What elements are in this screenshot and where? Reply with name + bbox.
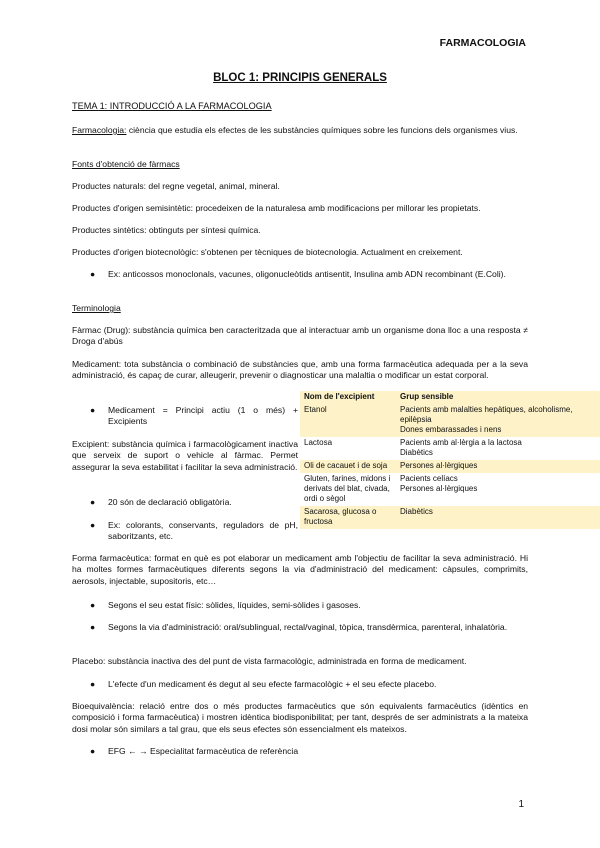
table-cell: Pacients amb al·lèrgia a la lactosa Diabètics	[400, 438, 522, 457]
list-item	[90, 600, 528, 612]
paragraph-medicament: Medicament: tota substància o combinació de substàncies que, amb una forma farmacèutica adequada per a la seva administració, és capaç de curar, alleugerir, prevenir o diagnosticar una malaltia o modificar un estat corporal.	[72, 359, 528, 381]
list-item	[90, 746, 528, 758]
paragraph-semisintetic: Productes d'origen semisintètic: procedeixen de la naturalesa amb modificacions per millorar les propietats.	[72, 203, 481, 213]
bullet-text: Ex: anticossos monoclonals, vacunes, oligonucleòtids antisentit, Insulina amb ADN recombinant (E.Coli).	[108, 269, 506, 279]
bullet-text: L'efecte d'un medicament és degut al seu efecte farmacològic + el seu efecte placebo.	[108, 679, 437, 689]
list-item	[90, 679, 528, 691]
bullet-text: Medicament = Principi actiu (1 o més) + Excipients	[108, 405, 298, 427]
table-cell: Sacarosa, glucosa o fructosa	[304, 507, 377, 526]
list-item	[90, 520, 298, 544]
bullet-icon: ●	[90, 622, 96, 632]
column-header: Grup sensible	[400, 392, 454, 401]
paragraph-farmacologia	[72, 125, 528, 136]
section-heading-tema: TEMA 1: INTRODUCCIÓ A LA FARMACOLOGIA	[72, 101, 272, 111]
table-row	[300, 437, 600, 460]
list-item	[90, 269, 528, 293]
table-header-row	[300, 391, 600, 404]
page-title: BLOC 1: PRINCIPIS GENERALS	[213, 72, 387, 84]
definition-farmacologia: ciència que estudia els efectes de les substàncies químiques sobre les funcions dels organismes vius.	[126, 125, 518, 135]
table-row	[300, 460, 600, 473]
bullet-icon: ●	[90, 497, 96, 507]
column-header: Nom de l'excipient	[304, 392, 375, 401]
bullet-text: Ex: colorants, conservants, reguladors de pH, saboritzants, etc.	[108, 520, 298, 542]
page-number: 1	[518, 799, 524, 810]
bullet-text: 20 són de declaració obligatòria.	[108, 497, 232, 507]
bullet-icon: ●	[90, 600, 96, 610]
paragraph-excipient: Excipient: substància química i farmacològicament inactiva que serveix de suport o vehicle al fàrmac. Permet assegurar la seva estabilitat i facilitar la seva administració.	[72, 439, 298, 472]
table-cell: Oli de cacauet i de soja	[304, 461, 388, 470]
table-cell: Pacients celíacs Persones al·lèrgiques	[400, 474, 478, 493]
list-item	[90, 405, 298, 429]
table-row	[300, 473, 600, 506]
excipients-table	[300, 391, 600, 529]
paragraph-placebo: Placebo: substància inactiva des del punt de vista farmacològic, administrada en forma de medicament.	[72, 656, 467, 666]
table-cell: Pacients amb malalties hepàtiques, alcoholisme, epilèpsia Dones embarassades i nens	[400, 405, 573, 434]
table-cell: Persones al·lèrgiques	[400, 461, 478, 470]
paragraph-sintetics: Productes sintètics: obtinguts per síntesi química.	[72, 225, 261, 235]
term-farmacologia: Farmacologia:	[72, 125, 127, 135]
running-header: FARMACOLOGIA	[439, 37, 526, 49]
list-item	[90, 622, 528, 646]
heading-fonts: Fonts d'obtenció de fàrmacs	[72, 159, 180, 169]
table-cell: Diabètics	[400, 507, 433, 516]
table-row	[300, 506, 600, 529]
paragraph-bioequivalencia: Bioequivalència: relació entre dos o més productes farmacèutics que són equivalents farmacèutics (idèntics en composició i forma farmacèutica) i mostren idèntica biodisponibilitat; per tant, després de ser administrats a la mateixa dosi molar són similars a tal grau, que els seus efectes són essencialment els mateixos.	[72, 701, 528, 734]
bullet-text: EFG ← → Especialitat farmacèutica de referència	[108, 746, 299, 756]
table-cell: Etanol	[304, 405, 327, 414]
paragraph-forma: Forma farmacèutica: format en què es pot elaborar un medicament amb l'objectiu de facilitar la seva administració. Hi ha moltes formes farmacèutiques diferents segons la via d'administració del medicament: càpsules, comprimits, aerosols, injectable, supositoris, etc…	[72, 553, 528, 586]
paragraph-farmac: Fàrmac (Drug): substància química ben caracteritzada que al interactuar amb un organisme dona lloc a una resposta ≠ Droga d'abús	[72, 325, 528, 347]
table-row	[300, 404, 600, 437]
bullet-icon: ●	[90, 746, 96, 756]
bullet-icon: ●	[90, 269, 96, 279]
bullet-icon: ●	[90, 679, 96, 689]
heading-terminologia: Terminologia	[72, 303, 121, 313]
paragraph-biotecnologic: Productes d'origen biotecnològic: s'obtenen per tècniques de biotecnologia. Actualment en creixement.	[72, 247, 463, 257]
table-cell: Gluten, farines, midons i derivats del blat, civada, ordi o sègol	[304, 474, 391, 503]
bullet-icon: ●	[90, 405, 96, 415]
bullet-text: Segons el seu estat físic: sòlides, líquides, semi-sòlides i gasoses.	[108, 600, 361, 610]
bullet-icon: ●	[90, 520, 96, 530]
list-item	[90, 497, 298, 509]
bullet-text: Segons la via d'administració: oral/sublingual, rectal/vaginal, tòpica, transdèrmica, parenteral, inhalatòria.	[108, 622, 508, 632]
table-cell: Lactosa	[304, 438, 333, 447]
paragraph-naturals: Productes naturals: del regne vegetal, animal, mineral.	[72, 181, 280, 191]
